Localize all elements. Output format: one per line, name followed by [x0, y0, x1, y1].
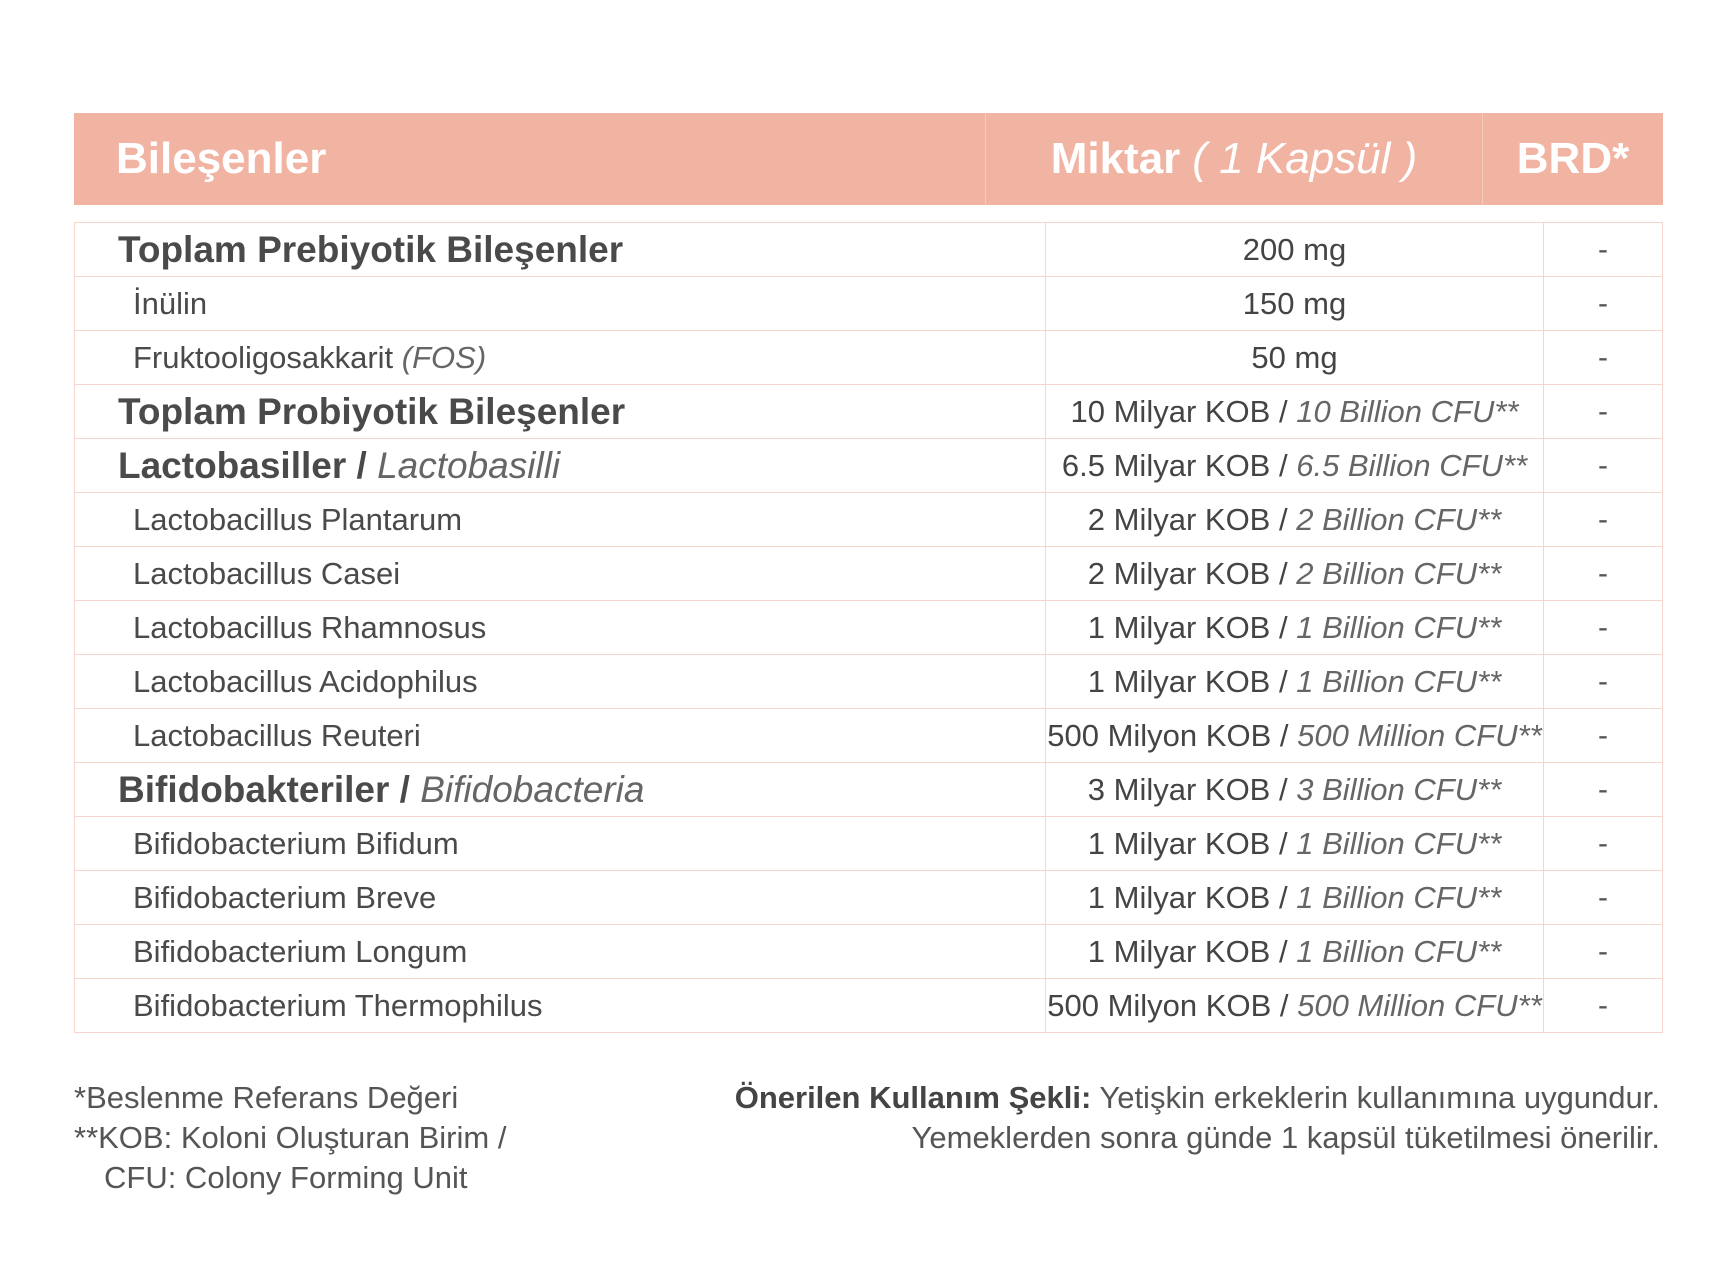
amount-text: 2 Milyar KOB /	[1087, 555, 1288, 591]
amount-italic: 2 Billion CFU**	[1296, 501, 1502, 537]
name-italic: (FOS)	[401, 339, 487, 375]
amount-italic: 3 Billion CFU**	[1296, 771, 1502, 807]
ingredient-name	[75, 547, 1046, 601]
table-row	[75, 871, 1663, 925]
brd-cell: -	[1544, 817, 1663, 871]
amount-text: 1 Milyar KOB /	[1087, 879, 1288, 915]
amount-text: 500 Milyon KOB /	[1047, 987, 1289, 1023]
amount-italic: 6.5 Billion CFU**	[1296, 447, 1528, 483]
table-row	[75, 601, 1663, 655]
brd-cell: -	[1544, 979, 1663, 1033]
table-row	[75, 439, 1663, 493]
brd-cell: -	[1544, 925, 1663, 979]
amount-cell	[1046, 439, 1544, 493]
name-text: Bifidobacterium Bifidum	[133, 825, 459, 861]
brd-cell: -	[1544, 709, 1663, 763]
header-amount	[986, 113, 1483, 205]
table-row	[75, 709, 1663, 763]
brd-cell: -	[1544, 223, 1663, 277]
amount-italic: 1 Billion CFU**	[1296, 825, 1502, 861]
ingredient-name	[75, 385, 1046, 439]
amount-text: 200 mg	[1242, 231, 1347, 267]
brd-cell: -	[1544, 331, 1663, 385]
table-row	[75, 655, 1663, 709]
amount-cell	[1046, 547, 1544, 601]
table-row	[75, 493, 1663, 547]
amount-cell	[1046, 493, 1544, 547]
amount-italic: 500 Million CFU**	[1297, 717, 1542, 753]
usage-label: Önerilen Kullanım Şekli:	[734, 1080, 1092, 1115]
amount-italic: 10 Billion CFU**	[1296, 393, 1519, 429]
usage-line1: Yetişkin erkeklerin kullanımına uygundur.	[1099, 1080, 1660, 1115]
name-text: Lactobacillus Rhamnosus	[133, 609, 487, 645]
brd-cell: -	[1544, 385, 1663, 439]
name-text: Lactobacillus Casei	[133, 555, 401, 591]
amount-text: 10 Milyar KOB /	[1070, 393, 1288, 429]
usage-line2: Yemeklerden sonra günde 1 kapsül tüketilmesi önerilir.	[911, 1120, 1660, 1155]
amount-cell	[1046, 223, 1544, 277]
ingredient-name	[75, 925, 1046, 979]
table-row	[75, 817, 1663, 871]
ingredient-name	[75, 763, 1046, 817]
amount-text: 500 Milyon KOB /	[1047, 717, 1289, 753]
name-text: İnülin	[133, 285, 208, 321]
amount-cell	[1046, 817, 1544, 871]
ingredient-name	[75, 871, 1046, 925]
amount-text: 150 mg	[1242, 285, 1347, 321]
brd-cell: -	[1544, 439, 1663, 493]
amount-text: 1 Milyar KOB /	[1087, 825, 1288, 861]
amount-cell	[1046, 709, 1544, 763]
amount-text: 6.5 Milyar KOB /	[1061, 447, 1288, 483]
header-ingredients: Bileşenler	[74, 113, 986, 205]
header-amount-label: Miktar	[1050, 134, 1181, 183]
brd-cell: -	[1544, 763, 1663, 817]
footnote-brd: *Beslenme Referans Değeri	[74, 1080, 459, 1115]
table-row	[75, 547, 1663, 601]
name-text: Lactobasiller /	[118, 444, 367, 486]
usage-note	[735, 1078, 1660, 1158]
ingredient-name	[75, 601, 1046, 655]
footnotes	[74, 1078, 506, 1198]
footnote-kob: **KOB: Koloni Oluşturan Birim /	[74, 1120, 507, 1155]
brd-cell: -	[1544, 871, 1663, 925]
name-text: Toplam Probiyotik Bileşenler	[118, 390, 626, 432]
name-text: Bifidobacterium Thermophilus	[133, 987, 543, 1023]
name-text: Lactobacillus Acidophilus	[133, 663, 478, 699]
amount-cell	[1046, 763, 1544, 817]
ingredient-name	[75, 655, 1046, 709]
brd-cell: -	[1544, 547, 1663, 601]
table-row	[75, 979, 1663, 1033]
name-text: Bifidobacterium Longum	[133, 933, 468, 969]
ingredient-name	[75, 817, 1046, 871]
footnote-cfu: CFU: Colony Forming Unit	[104, 1160, 468, 1195]
amount-italic: 500 Million CFU**	[1297, 987, 1542, 1023]
brd-cell: -	[1544, 493, 1663, 547]
ingredient-name	[75, 277, 1046, 331]
ingredient-name	[75, 709, 1046, 763]
amount-italic: 1 Billion CFU**	[1296, 879, 1502, 915]
amount-text: 1 Milyar KOB /	[1087, 609, 1288, 645]
name-text: Toplam Prebiyotik Bileşenler	[118, 228, 624, 270]
amount-cell	[1046, 601, 1544, 655]
name-text: Bifidobacterium Breve	[133, 879, 437, 915]
header-brd: BRD*	[1516, 134, 1630, 183]
amount-italic: 1 Billion CFU**	[1296, 933, 1502, 969]
ingredients-table	[74, 222, 1663, 1033]
name-text: Lactobacillus Reuteri	[133, 717, 421, 753]
amount-cell	[1046, 871, 1544, 925]
name-italic: Bifidobacteria	[420, 768, 645, 810]
amount-cell	[1046, 655, 1544, 709]
amount-text: 3 Milyar KOB /	[1087, 771, 1288, 807]
amount-text: 50 mg	[1251, 339, 1338, 375]
amount-text: 2 Milyar KOB /	[1087, 501, 1288, 537]
table-row	[75, 331, 1663, 385]
ingredient-name	[75, 331, 1046, 385]
ingredient-name	[75, 979, 1046, 1033]
brd-cell: -	[1544, 277, 1663, 331]
table-row	[75, 763, 1663, 817]
name-text: Fruktooligosakkarit	[133, 339, 394, 375]
amount-cell	[1046, 385, 1544, 439]
ingredient-name	[75, 223, 1046, 277]
ingredient-name	[75, 439, 1046, 493]
table-row	[75, 223, 1663, 277]
amount-italic: 2 Billion CFU**	[1296, 555, 1502, 591]
amount-italic: 1 Billion CFU**	[1296, 663, 1502, 699]
amount-text: 1 Milyar KOB /	[1087, 933, 1288, 969]
brd-cell: -	[1544, 655, 1663, 709]
name-text: Bifidobakteriler /	[118, 768, 410, 810]
amount-cell	[1046, 277, 1544, 331]
table-row	[75, 925, 1663, 979]
name-text: Lactobacillus Plantarum	[133, 501, 463, 537]
ingredient-name	[75, 493, 1046, 547]
table-row	[75, 277, 1663, 331]
amount-cell	[1046, 331, 1544, 385]
name-italic: Lactobasilli	[377, 444, 561, 486]
header-amount-unit: ( 1 Kapsül )	[1192, 134, 1418, 183]
brd-cell: -	[1544, 601, 1663, 655]
amount-italic: 1 Billion CFU**	[1296, 609, 1502, 645]
table-row	[75, 385, 1663, 439]
amount-cell	[1046, 979, 1544, 1033]
amount-text: 1 Milyar KOB /	[1087, 663, 1288, 699]
amount-cell	[1046, 925, 1544, 979]
table-header	[74, 113, 1663, 205]
